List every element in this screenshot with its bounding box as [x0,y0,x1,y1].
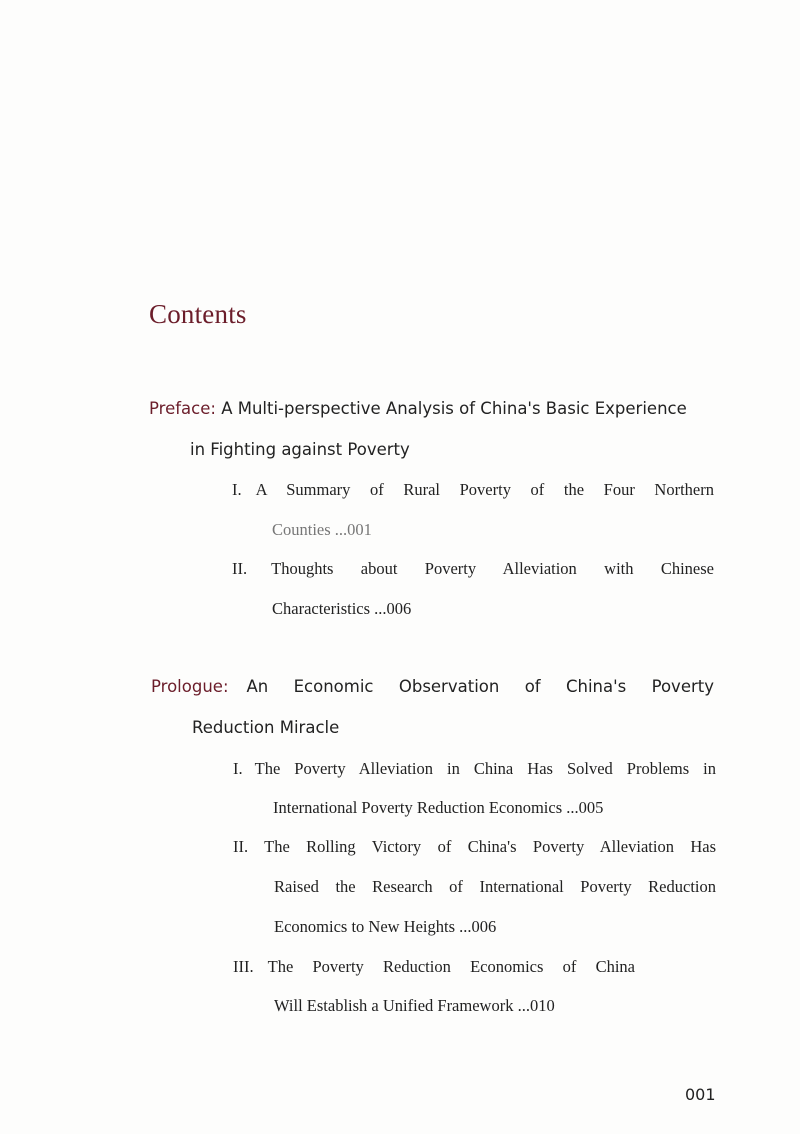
prologue-item-2-line-2 [274,877,716,897]
preface-item-1 [232,480,714,500]
item-text: The Rolling Victory of China's Poverty Alleviation Has [264,837,716,856]
item-text: The Poverty Reduction Economics of China [267,957,635,976]
prologue-title-line-2: Reduction Miracle [192,718,340,737]
item-numeral: II. [232,559,248,578]
prologue-title-row [151,677,714,696]
item-text: The Poverty Alleviation in China Has Solved Problems in [254,759,716,778]
preface-item-1-line-1 [232,480,714,500]
preface-item-2-line-1 [232,559,714,579]
item-numeral: I. [232,480,242,499]
preface-item-1-line-2: Counties ...001 [272,520,372,539]
item-text: Thoughts about Poverty Alleviation with Chinese [271,559,714,578]
prologue-label: Prologue: [151,677,229,696]
prologue-title-line-1 [151,677,714,696]
prologue-item-2-line-2-row [274,877,716,897]
prologue-title-text: An Economic Observation of China's Poverty [246,677,714,696]
prologue-item-3-line-1 [233,957,635,977]
prologue-item-2 [233,837,716,857]
preface-item-2-line-2: Characteristics ...006 [272,599,412,618]
item-text: Raised the Research of International Poverty Reduction [274,877,716,896]
preface-title-text: A Multi-perspective Analysis of China's Basic Experience [221,399,687,418]
preface-title-line-2: in Fighting against Poverty [190,440,410,459]
item-numeral: II. [233,837,249,856]
item-text: A Summary of Rural Poverty of the Four Northern [255,480,714,499]
preface-title-line-1 [149,399,714,418]
page-number: 001 [685,1085,716,1104]
contents-heading: Contents [149,299,247,329]
prologue-item-3-line-2: Will Establish a Unified Framework ...010 [274,996,555,1015]
preface-item-2 [232,559,714,579]
prologue-item-3 [233,957,635,977]
prologue-item-2-line-1 [233,837,716,857]
item-numeral: I. [233,759,243,778]
prologue-item-1-line-2: International Poverty Reduction Economics ...005 [273,798,604,817]
preface-label: Preface: [149,399,216,418]
prologue-item-2-line-3: Economics to New Heights ...006 [274,917,497,936]
prologue-item-1-line-1 [233,759,716,779]
prologue-item-1 [233,759,716,779]
item-numeral: III. [233,957,254,976]
